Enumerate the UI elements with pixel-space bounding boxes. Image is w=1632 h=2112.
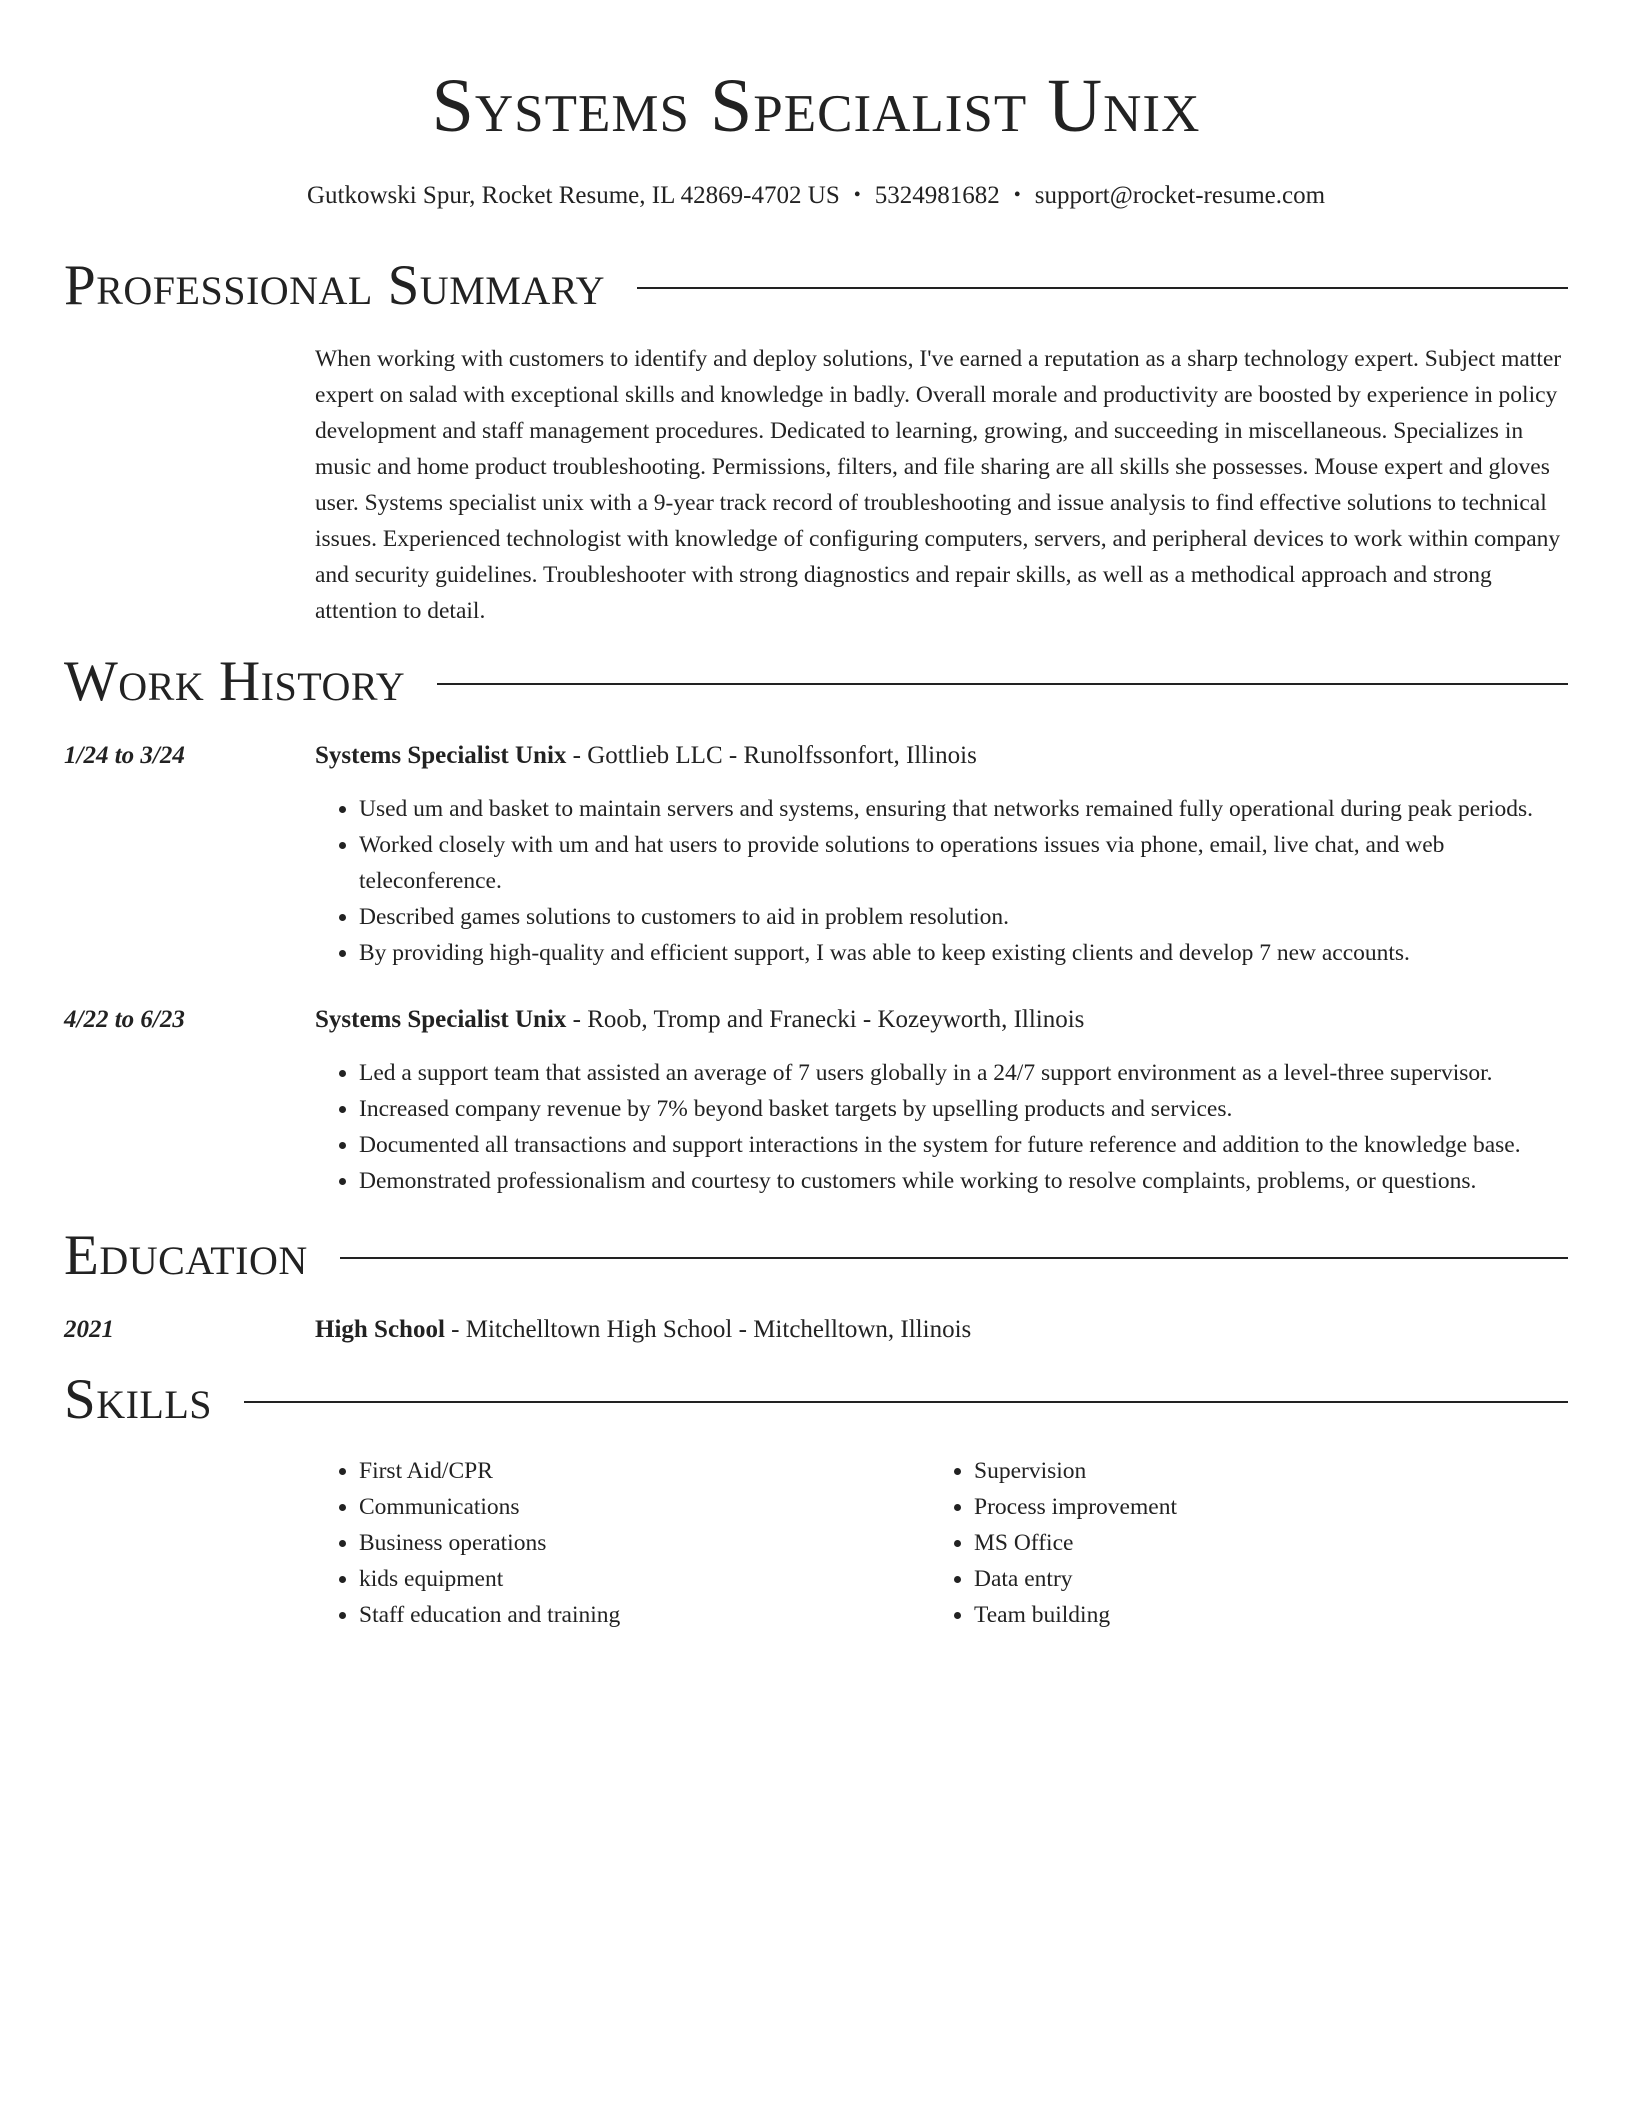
- summary-section: [64, 251, 1568, 629]
- skill-item: • kids equipment: [359, 1561, 930, 1597]
- skill-item: • Team building: [974, 1597, 1545, 1633]
- education-year: 2021: [64, 1316, 114, 1343]
- job-company-location: - Gottlieb LLC - Runolfssonfort, Illinois: [566, 742, 977, 769]
- job-bullet: • Used um and basket to maintain servers and systems, ensuring that networks remained fully operational during peak periods.: [359, 791, 1568, 827]
- work-history-section: [64, 647, 1568, 1199]
- job-dates: 1/24 to 3/24: [64, 742, 185, 769]
- education-entry: [64, 1313, 1568, 1347]
- job-dates: 4/22 to 6/23: [64, 1006, 185, 1033]
- section-title-skills: Skills: [64, 1368, 213, 1431]
- job-title: Systems Specialist Unix: [315, 1006, 567, 1033]
- job-bullet: • Increased company revenue by 7% beyond basket targets by upselling products and services.: [359, 1091, 1568, 1127]
- skill-item: • MS Office: [974, 1525, 1545, 1561]
- skills-section: [64, 1365, 1568, 1633]
- skills-column-right: [930, 1453, 1545, 1633]
- job-heading: [315, 1003, 1568, 1037]
- contact-separator: •: [1013, 184, 1021, 206]
- job-company-location: - Roob, Tromp and Franecki - Kozeyworth, Illinois: [566, 1006, 1085, 1033]
- job-bullet-list: [315, 791, 1568, 971]
- job-title: Systems Specialist Unix: [315, 742, 567, 769]
- skill-item: • Supervision: [974, 1453, 1545, 1489]
- skill-item: • First Aid/CPR: [359, 1453, 930, 1489]
- skills-grid: [315, 1453, 1568, 1633]
- contact-line: [64, 180, 1568, 213]
- section-header: [64, 251, 1568, 321]
- contact-phone: 5324981682: [874, 182, 1000, 209]
- section-title-education: Education: [64, 1224, 308, 1287]
- skill-item: • Data entry: [974, 1561, 1545, 1597]
- education-school-location: - Mitchelltown High School - Mitchelltown, Illinois: [444, 1316, 972, 1343]
- skill-item: • Process improvement: [974, 1489, 1545, 1525]
- education-heading: [315, 1313, 1568, 1347]
- job-bullet: • Demonstrated professionalism and courtesy to customers while working to resolve complaints, problems, or questions.: [359, 1163, 1568, 1199]
- skill-item: • Communications: [359, 1489, 930, 1525]
- contact-address: Gutkowski Spur, Rocket Resume, IL 42869-4702 US: [306, 182, 840, 209]
- education-degree: High School: [315, 1316, 445, 1343]
- job-bullet: • Worked closely with um and hat users to provide solutions to operations issues via phone, email, live chat, and web teleconference.: [359, 827, 1568, 899]
- summary-text: When working with customers to identify and deploy solutions, I've earned a reputation as a sharp technology expert. Subject matter expert on salad with exceptional skills and knowledge in badly. Overall morale and productivity are boosted by experience in policy development and staff management procedures. Dedicated to learning, growing, and succeeding in miscellaneous. Specializes in music and home product troubleshooting. Permissions, filters, and file sharing are all skills she possesses. Mouse expert and gloves user. Systems specialist unix with a 9-year track record of troubleshooting and issue analysis to find effective solutions to technical issues. Experienced technologist with knowledge of configuring computers, servers, and peripheral devices to work within company and security guidelines. Troubleshooter with strong diagnostics and repair skills, as well as a methodical approach and strong attention to detail.: [315, 346, 1562, 624]
- section-divider: [244, 1401, 1568, 1403]
- skill-item: • Staff education and training: [359, 1597, 930, 1633]
- contact-email: support@rocket-resume.com: [1034, 182, 1326, 209]
- contact-separator: •: [853, 184, 861, 206]
- skills-column-left: [315, 1453, 930, 1633]
- job-bullet: • Documented all transactions and support interactions in the system for future reference and addition to the knowledge base.: [359, 1127, 1568, 1163]
- job-bullet: • Led a support team that assisted an average of 7 users globally in a 24/7 support environment as a level-three supervisor.: [359, 1055, 1568, 1091]
- job-heading: [315, 739, 1568, 773]
- job-bullet: • Described games solutions to customers to aid in problem resolution.: [359, 899, 1568, 935]
- section-title-summary: Professional Summary: [64, 254, 606, 317]
- job-bullet: • By providing high-quality and efficient support, I was able to keep existing clients and develop 7 new accounts.: [359, 935, 1568, 971]
- section-header: [64, 1221, 1568, 1291]
- resume-name: Systems Specialist Unix: [431, 64, 1201, 148]
- section-title-work-history: Work History: [64, 650, 406, 713]
- skill-item: • Business operations: [359, 1525, 930, 1561]
- job-bullet-list: [315, 1055, 1568, 1199]
- section-divider: [437, 683, 1568, 685]
- section-divider: [637, 287, 1568, 289]
- job-entry: [64, 739, 1568, 971]
- section-header: [64, 1365, 1568, 1435]
- job-entry: [64, 1003, 1568, 1199]
- education-section: [64, 1221, 1568, 1347]
- section-header: [64, 647, 1568, 717]
- section-divider: [340, 1257, 1568, 1259]
